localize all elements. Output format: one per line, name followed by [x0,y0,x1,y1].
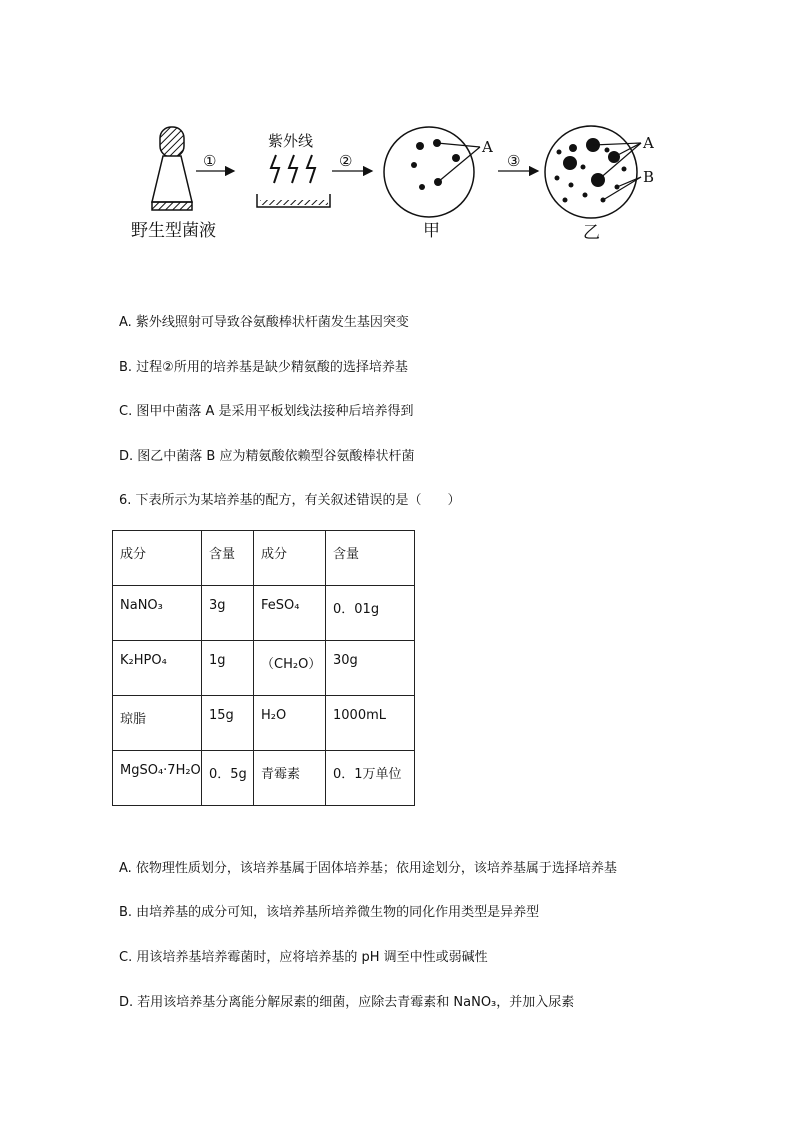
q6-option-d: D. 若用该培养基分离能分解尿素的细菌，应除去青霉素和 NaNO₃，并加入尿素 [119,995,575,1010]
dish-jia-label: 甲 [423,221,440,241]
flask-icon [152,127,192,210]
table-cell: 30g [326,641,415,696]
header-cell: 成分 [254,531,326,586]
table-cell: H₂O [254,696,326,751]
table-cell: 琼脂 [113,696,202,751]
table-row [113,586,415,641]
step-1-label: ① [203,152,217,170]
petri-dish-yi [545,126,641,218]
table-cell: 0．01g [326,586,415,641]
table-cell: 青霉素 [254,751,326,806]
q5-option-a: A. 紫外线照射可导致谷氨酸棒状杆菌发生基因突变 [119,315,409,330]
q6-option-c: C. 用该培养基培养霉菌时，应将培养基的 pH 调至中性或弱碱性 [119,950,488,965]
step-3-label: ③ [507,152,521,170]
q6-option-a: A. 依物理性质划分，该培养基属于固体培养基；依用途划分，该培养基属于选择培养基 [119,861,617,876]
table-cell: FeSO₄ [254,586,326,641]
table-cell: NaNO₃ [113,586,202,641]
table-row [113,641,415,696]
recipe-table [112,530,415,806]
flask-label: 野生型菌液 [131,221,216,241]
q6-stem: 6. 下表所示为某培养基的配方，有关叙述错误的是（ ） [119,493,461,508]
petri-dish-jia [384,127,480,217]
q5-option-c: C. 图甲中菌落 A 是采用平板划线法接种后培养得到 [119,404,414,419]
uv-rays-icon [271,155,315,183]
uv-plate-icon [257,194,330,207]
table-header-row [113,531,415,586]
table-cell: MgSO₄·7H₂O [113,751,202,806]
table-row [113,751,415,806]
q6-option-b: B. 由培养基的成分可知，该培养基所培养微生物的同化作用类型是异养型 [119,905,540,920]
table-cell: 0．1万单位 [326,751,415,806]
table-row [113,696,415,751]
table-cell: 0．5g [202,751,254,806]
uv-label: 紫外线 [268,132,314,150]
colony-a-label-2: A [643,134,654,152]
table-cell: K₂HPO₄ [113,641,202,696]
q5-option-d: D. 图乙中菌落 B 应为精氨酸依赖型谷氨酸棒状杆菌 [119,449,415,464]
table-cell: （CH₂O） [254,641,326,696]
header-cell: 含量 [326,531,415,586]
colony-b-label: B [643,168,655,186]
table-cell: 3g [202,586,254,641]
table-cell: 15g [202,696,254,751]
step-2-label: ② [339,152,353,170]
header-cell: 成分 [113,531,202,586]
table-cell: 1000mL [326,696,415,751]
colony-a-label: A [482,138,493,156]
experiment-diagram [0,0,794,260]
q5-option-b: B. 过程②所用的培养基是缺少精氨酸的选择培养基 [119,360,408,375]
header-cell: 含量 [202,531,254,586]
dish-yi-label: 乙 [583,223,600,243]
table-cell: 1g [202,641,254,696]
